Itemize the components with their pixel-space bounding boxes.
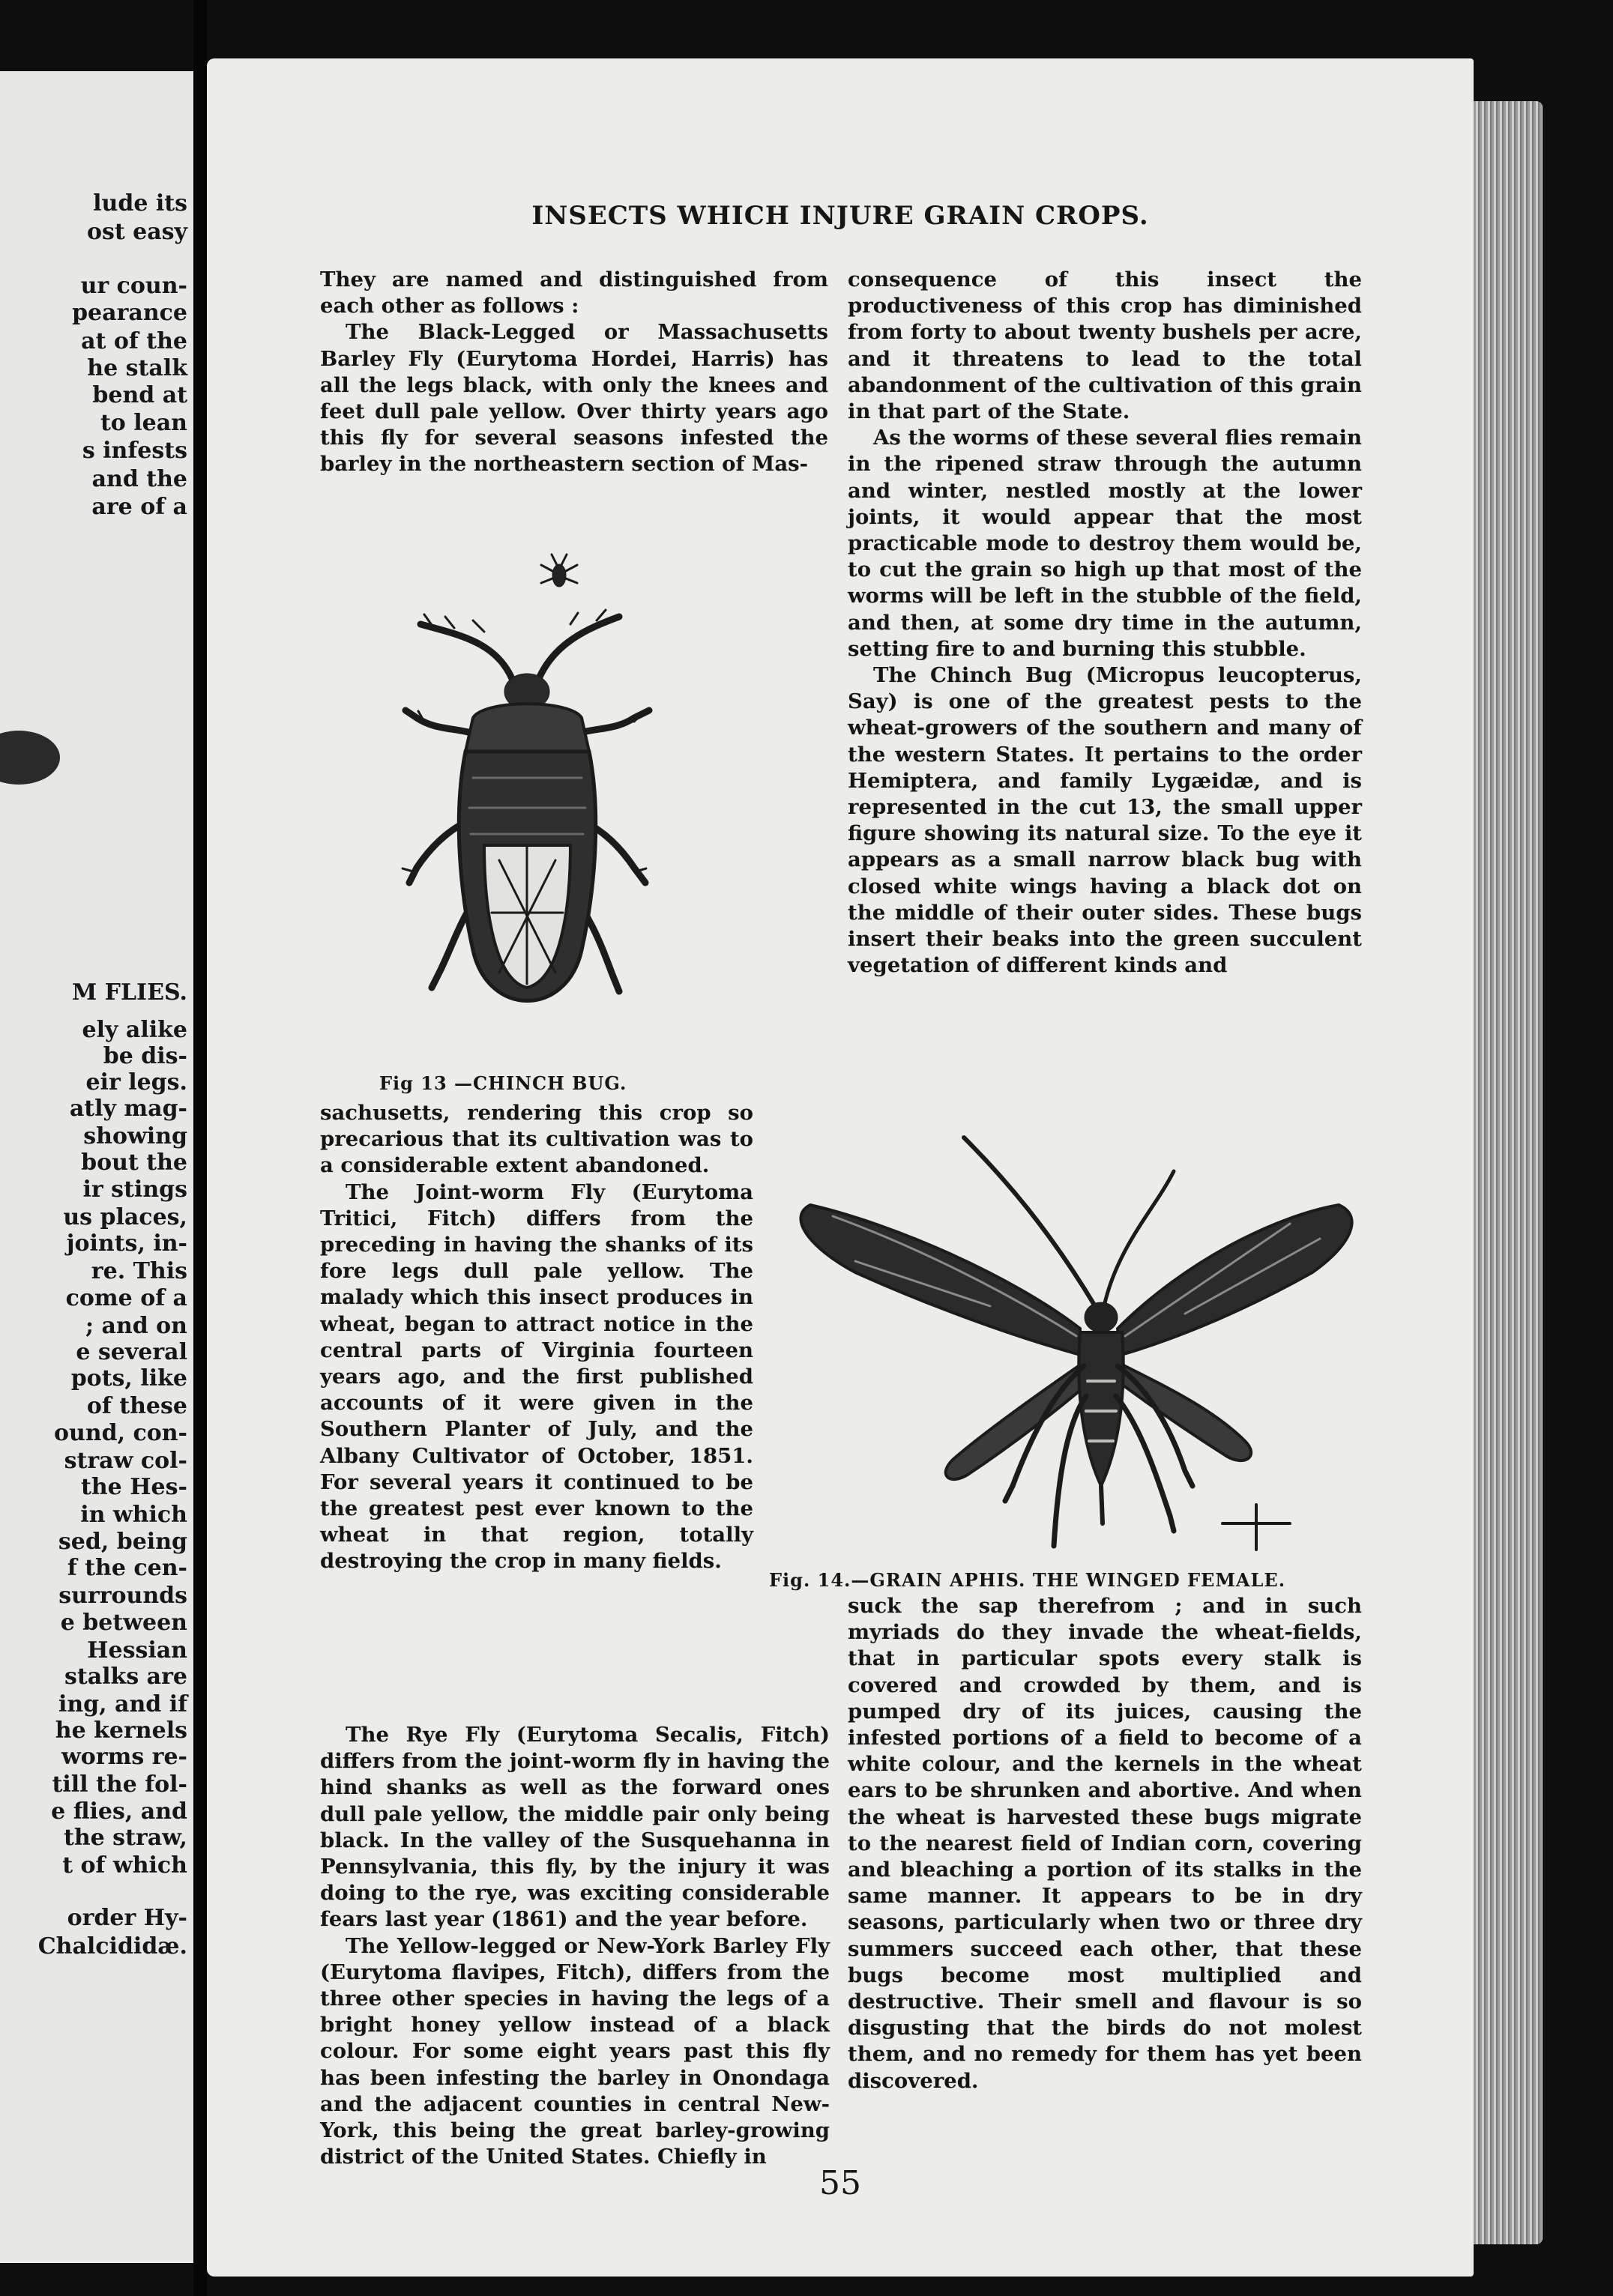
paragraph: They are named and distinguished from each other as follows : <box>320 268 828 318</box>
facing-page-text-fragment: worms re- <box>61 1744 187 1770</box>
facing-page-text-fragment: till the fol- <box>52 1771 187 1798</box>
grain-aphis-illustration <box>765 1066 1380 1568</box>
facing-page-text-fragment: bend at <box>92 382 187 408</box>
facing-page-text-fragment: ing, and if <box>58 1691 187 1718</box>
facing-page-text-fragment: re. This <box>91 1258 187 1284</box>
facing-page-text-fragment: sed, being <box>58 1529 187 1555</box>
facing-page-text-fragment: ound, con- <box>53 1420 187 1446</box>
text-column-left-middle <box>320 1100 753 1575</box>
facing-page-text-fragment: pots, like <box>70 1365 187 1392</box>
chinch-bug-natural-size-figure <box>541 555 577 587</box>
facing-page-text-fragment: pearance <box>72 300 187 326</box>
paragraph: The Chinch Bug (Micropus leucopterus, Say) is one of the greatest pests to the wheat-growers of the southern and many of the western States. It pertains to the order Hemiptera, and family Lygæidæ, and is represented in the cut 13, the small upper figure showing its natural size. To the eye it appears as a small narrow black bug with closed white wings having a black dot on the middle of their outer sides. These bugs insert their beaks into the green succulent vegetation of different kinds and <box>848 663 1362 978</box>
facing-page-text-fragment: order Hy- <box>67 1905 187 1931</box>
scale-mark <box>1222 1505 1290 1550</box>
facing-page-illustration-fragment <box>0 731 60 785</box>
paragraph: As the worms of these several flies remain in the ripened straw through the autumn and winter, nestled mostly at the lower joints, it would appear that the most practicable mode to destroy them would be, to cut the grain so high up that most of the worms will be left in the stubble of the field, and then, at some dry time in the autumn, setting fire to and burning this stubble. <box>848 426 1362 661</box>
facing-page-text-fragment: he stalk <box>87 355 187 381</box>
facing-page-text-fragment: Chalcididæ. <box>37 1933 187 1960</box>
running-head: INSECTS WHICH INJURE GRAIN CROPS. <box>531 201 1149 231</box>
facing-page-text-fragment: surrounds <box>58 1583 187 1609</box>
facing-page-text-fragment: e flies, and <box>51 1798 187 1825</box>
facing-page <box>0 71 195 2263</box>
book-gutter <box>193 0 207 2296</box>
paragraph: The Black-Legged or Massachusetts Barley Fly (Eurytoma Hordei, Harris) has all the legs black, with only the knees and feet dull pale yellow. Over thirty years ago this fly for several seasons infested the barley in the northeastern section of Mas- <box>320 320 828 477</box>
facing-page-text-fragment: us places, <box>63 1204 187 1230</box>
facing-page-text-fragment: s infests <box>82 438 187 464</box>
paragraph: sachusetts, rendering this crop so precarious that its cultivation was to a considerable extent abandoned. <box>320 1101 753 1178</box>
text-column-right-bottom <box>848 1593 1362 2094</box>
facing-page-text-fragment: ely alike <box>82 1017 187 1043</box>
facing-page-text-fragment: joints, in- <box>66 1230 187 1257</box>
facing-page-text-fragment: ost easy <box>86 219 187 245</box>
facing-page-text-fragment: e between <box>60 1610 187 1636</box>
page-number: 55 <box>819 2164 861 2202</box>
paragraph: suck the sap therefrom ; and in such myriads do they invade the wheat-fields, that in particular spots every stalk is covered and crowded by them, and is pumped dry of its juices, causing the infested portions of a field to become of a white colour, and the kernels in the wheat ears to be shrunken and abortive. And when the wheat is harvested these bugs migrate to the nearest field of Indian corn, covering and bleaching a portion of its stalks in the same manner. It appears to be in dry seasons, particularly when two or three dry summers succeed each other, that these bugs become most multiplied and destructive. Their smell and flavour is so disgusting that the birds do not molest them, and no remedy for them has yet been discovered. <box>848 1594 1362 2093</box>
facing-page-text-fragment: to lean <box>100 410 187 436</box>
facing-page-text-fragment: e several <box>76 1339 187 1365</box>
paragraph: consequence of this insect the productiveness of this crop has diminished from forty to about twenty bushels per acre, and it threatens to lead to the total abandonment of the cultivation of this grain in that part of the State. <box>848 268 1362 424</box>
facing-page-text-fragment: f the cen- <box>67 1555 187 1581</box>
facing-page-text-fragment: ur coun- <box>80 273 187 299</box>
paragraph: The Joint-worm Fly (Eurytoma Tritici, Fitch) differs from the preceding in having the shanks of its fore legs dull pale yellow. The malady which this insect produces in wheat, began to attract notice in the central parts of Virginia fourteen years ago, and the first published accounts of it were given in the Southern Planter of July, and the Albany Cultivator of October, 1851. For several years it continued to be the greatest pest ever known to the wheat in that region, totally destroying the crop in many fields. <box>320 1179 753 1574</box>
text-column-right-top <box>848 267 1362 979</box>
facing-page-text-fragment: be dis- <box>103 1043 187 1069</box>
facing-page-text-fragment: Hessian <box>87 1637 187 1664</box>
facing-page-text-fragment: t of which <box>62 1852 187 1879</box>
facing-page-text-fragment: ; and on <box>85 1313 187 1339</box>
facing-page-text-fragment: ir stings <box>82 1176 187 1203</box>
figure-14-caption: Fig. 14.—GRAIN APHIS. THE WINGED FEMALE. <box>769 1569 1286 1591</box>
facing-page-text-fragment: atly mag- <box>69 1096 187 1122</box>
facing-page-text-fragment: eir legs. <box>85 1069 187 1096</box>
facing-page-text-fragment: of these <box>86 1393 187 1419</box>
facing-page-text-fragment: he kernels <box>55 1718 187 1744</box>
facing-page-text-fragment: in which <box>80 1502 187 1528</box>
facing-page-text-fragment: the Hes- <box>81 1474 187 1500</box>
facing-page-text-fragment: bout the <box>81 1149 187 1176</box>
facing-page-text-fragment: stalks are <box>64 1664 187 1690</box>
facing-page-text-fragment: are of a <box>91 494 187 520</box>
facing-page-text-fragment: come of a <box>65 1285 187 1311</box>
page-edges <box>1474 101 1543 2244</box>
figure-13-caption: Fig 13 —CHINCH BUG. <box>379 1072 627 1094</box>
text-column-left-bottom <box>320 1722 830 2170</box>
facing-page-text-fragment: the straw, <box>63 1825 187 1851</box>
facing-page-text-fragment: straw col- <box>64 1448 187 1474</box>
facing-page-text-fragment: lude its <box>93 190 187 217</box>
facing-page-text-fragment: M FLIES. <box>72 979 187 1006</box>
facing-page-text-fragment: and the <box>91 466 187 492</box>
paragraph: The Yellow-legged or New-York Barley Fly (Eurytoma flavipes, Fitch), differs from the three other species in having the legs of a bright honey yellow instead of a black colour. For some eight years past this fly has been infesting the barley in Onondaga and the adjacent counties in central New-York, this being the great barley-growing district of the United States. Chiefly in <box>320 1933 830 2169</box>
paragraph: The Rye Fly (Eurytoma Secalis, Fitch) differs from the joint-worm fly in having the hind shanks as well as the forward ones dull pale yellow, the middle pair only being black. In the valley of the Susquehanna in Pennsylvania, this fly, by the injury it was doing to the rye, was exciting considerable fears last year (1861) and the year before. <box>320 1723 830 1932</box>
facing-page-text-fragment: showing <box>83 1123 187 1149</box>
book-page <box>207 58 1474 2277</box>
facing-page-text-fragment: at of the <box>81 328 187 354</box>
chinch-bug-illustration <box>312 493 769 1070</box>
text-column-left-top <box>320 267 828 478</box>
